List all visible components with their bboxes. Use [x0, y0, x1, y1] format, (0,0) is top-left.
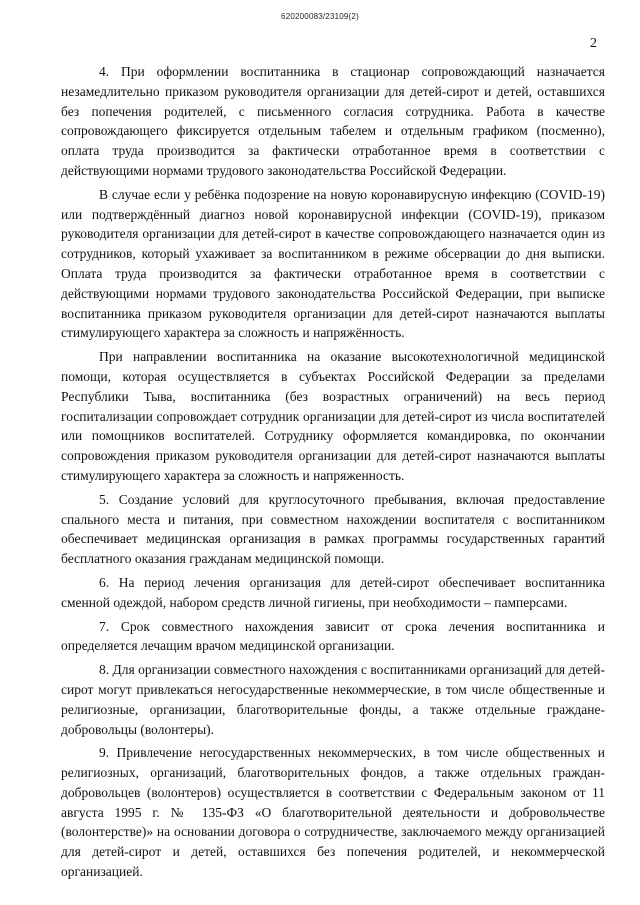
paragraph-high-tech-care: При направлении воспитанника на оказание высокотехнологичной медицинской помощи, которая осуществляется в субъектах Российской Федерации за пределами Республики Тыва, воспитанника (без возрастных ограничений) на весь период госпитализации сопровождает сотрудник организации для детей-сирот из числа воспитателей или помощников воспитателей. Сотруднику оформляется командировка, по окончании сопровождения приказом руководителя организации для детей-сирот назначаются выплаты стимулирующего характера за сложность и напряженность.: [61, 349, 605, 483]
document-id: 620200083/23109(2): [281, 12, 359, 21]
paragraph-item-7: 7. Срок совместного нахождения зависит от срока лечения воспитанника и определяется лечащим врачом медицинской организации.: [61, 618, 605, 654]
paragraph-item-5: 5. Создание условий для круглосуточного пребывания, включая предоставление спального места и питания, при совместном нахождении воспитателя с воспитанником обеспечивает медицинская организация в рамках программы государственных гарантий бесплатного оказания гражданам медицинской помощи.: [61, 491, 605, 567]
document-body: [61, 62, 605, 882]
paragraph-item-6: 6. На период лечения организация для детей-сирот обеспечивает воспитанника сменной одеждой, набором средств личной гигиены, при необходимости – памперсами.: [61, 574, 605, 610]
page-number: 2: [590, 36, 597, 51]
paragraph-covid: В случае если у ребёнка подозрение на новую коронавирусную инфекцию (COVID-19) или подтверждённый диагноз новой коронавирусной инфекции (COVID-19), приказом руководителя организации для детей-сирот в качестве сопровождающего назначается один из сотрудников, который ухаживает за воспитанником в режиме обсервации до дня выписки. Оплата труда производится за фактически отработанное время в соответствии с действующими нормами трудового законодательства Российской Федерации, при выписке воспитанника приказом руководителя организации для детей-сирот назначаются выплаты стимулирующего характера за сложность и напряжённость.: [61, 186, 605, 341]
paragraph-item-8: 8. Для организации совместного нахождения с воспитанниками организаций для детей-сирот могут привлекаться негосударственные некоммерческие, в том числе общественные и религиозные, организации, благотворительные фонды, а также отдельные граждане-добровольцы (волонтеры).: [61, 662, 605, 737]
paragraph-item-4: 4. При оформлении воспитанника в стационар сопровождающий назначается незамедлительно приказом руководителя организации для детей-сирот и детей, оставшихся без попечения родителей, с письменного согласия сотрудника. Работа в качестве сопровождающего фиксируется отдельным табелем и отдельным графиком (посменно), оплата труда производится за фактически отработанное время в соответствии с действующими нормами трудового законодательства Российской Федерации.: [61, 64, 605, 178]
paragraph-item-9: 9. Привлечение негосударственных некоммерческих, в том числе общественных и религиозных, организаций, благотворительных фондов, а также отдельных граждан-добровольцев (волонтеров) осуществляется в соответствии с Федеральным законом от 11 августа 1995 г. № 135-ФЗ «О благотворительной деятельности и добровольчестве (волонтерстве)» на основании договора о сотрудничестве, заключаемого между организацией для детей-сирот и детей, оставшихся без попечения родителей, и некоммерческой организацией.: [61, 745, 605, 880]
